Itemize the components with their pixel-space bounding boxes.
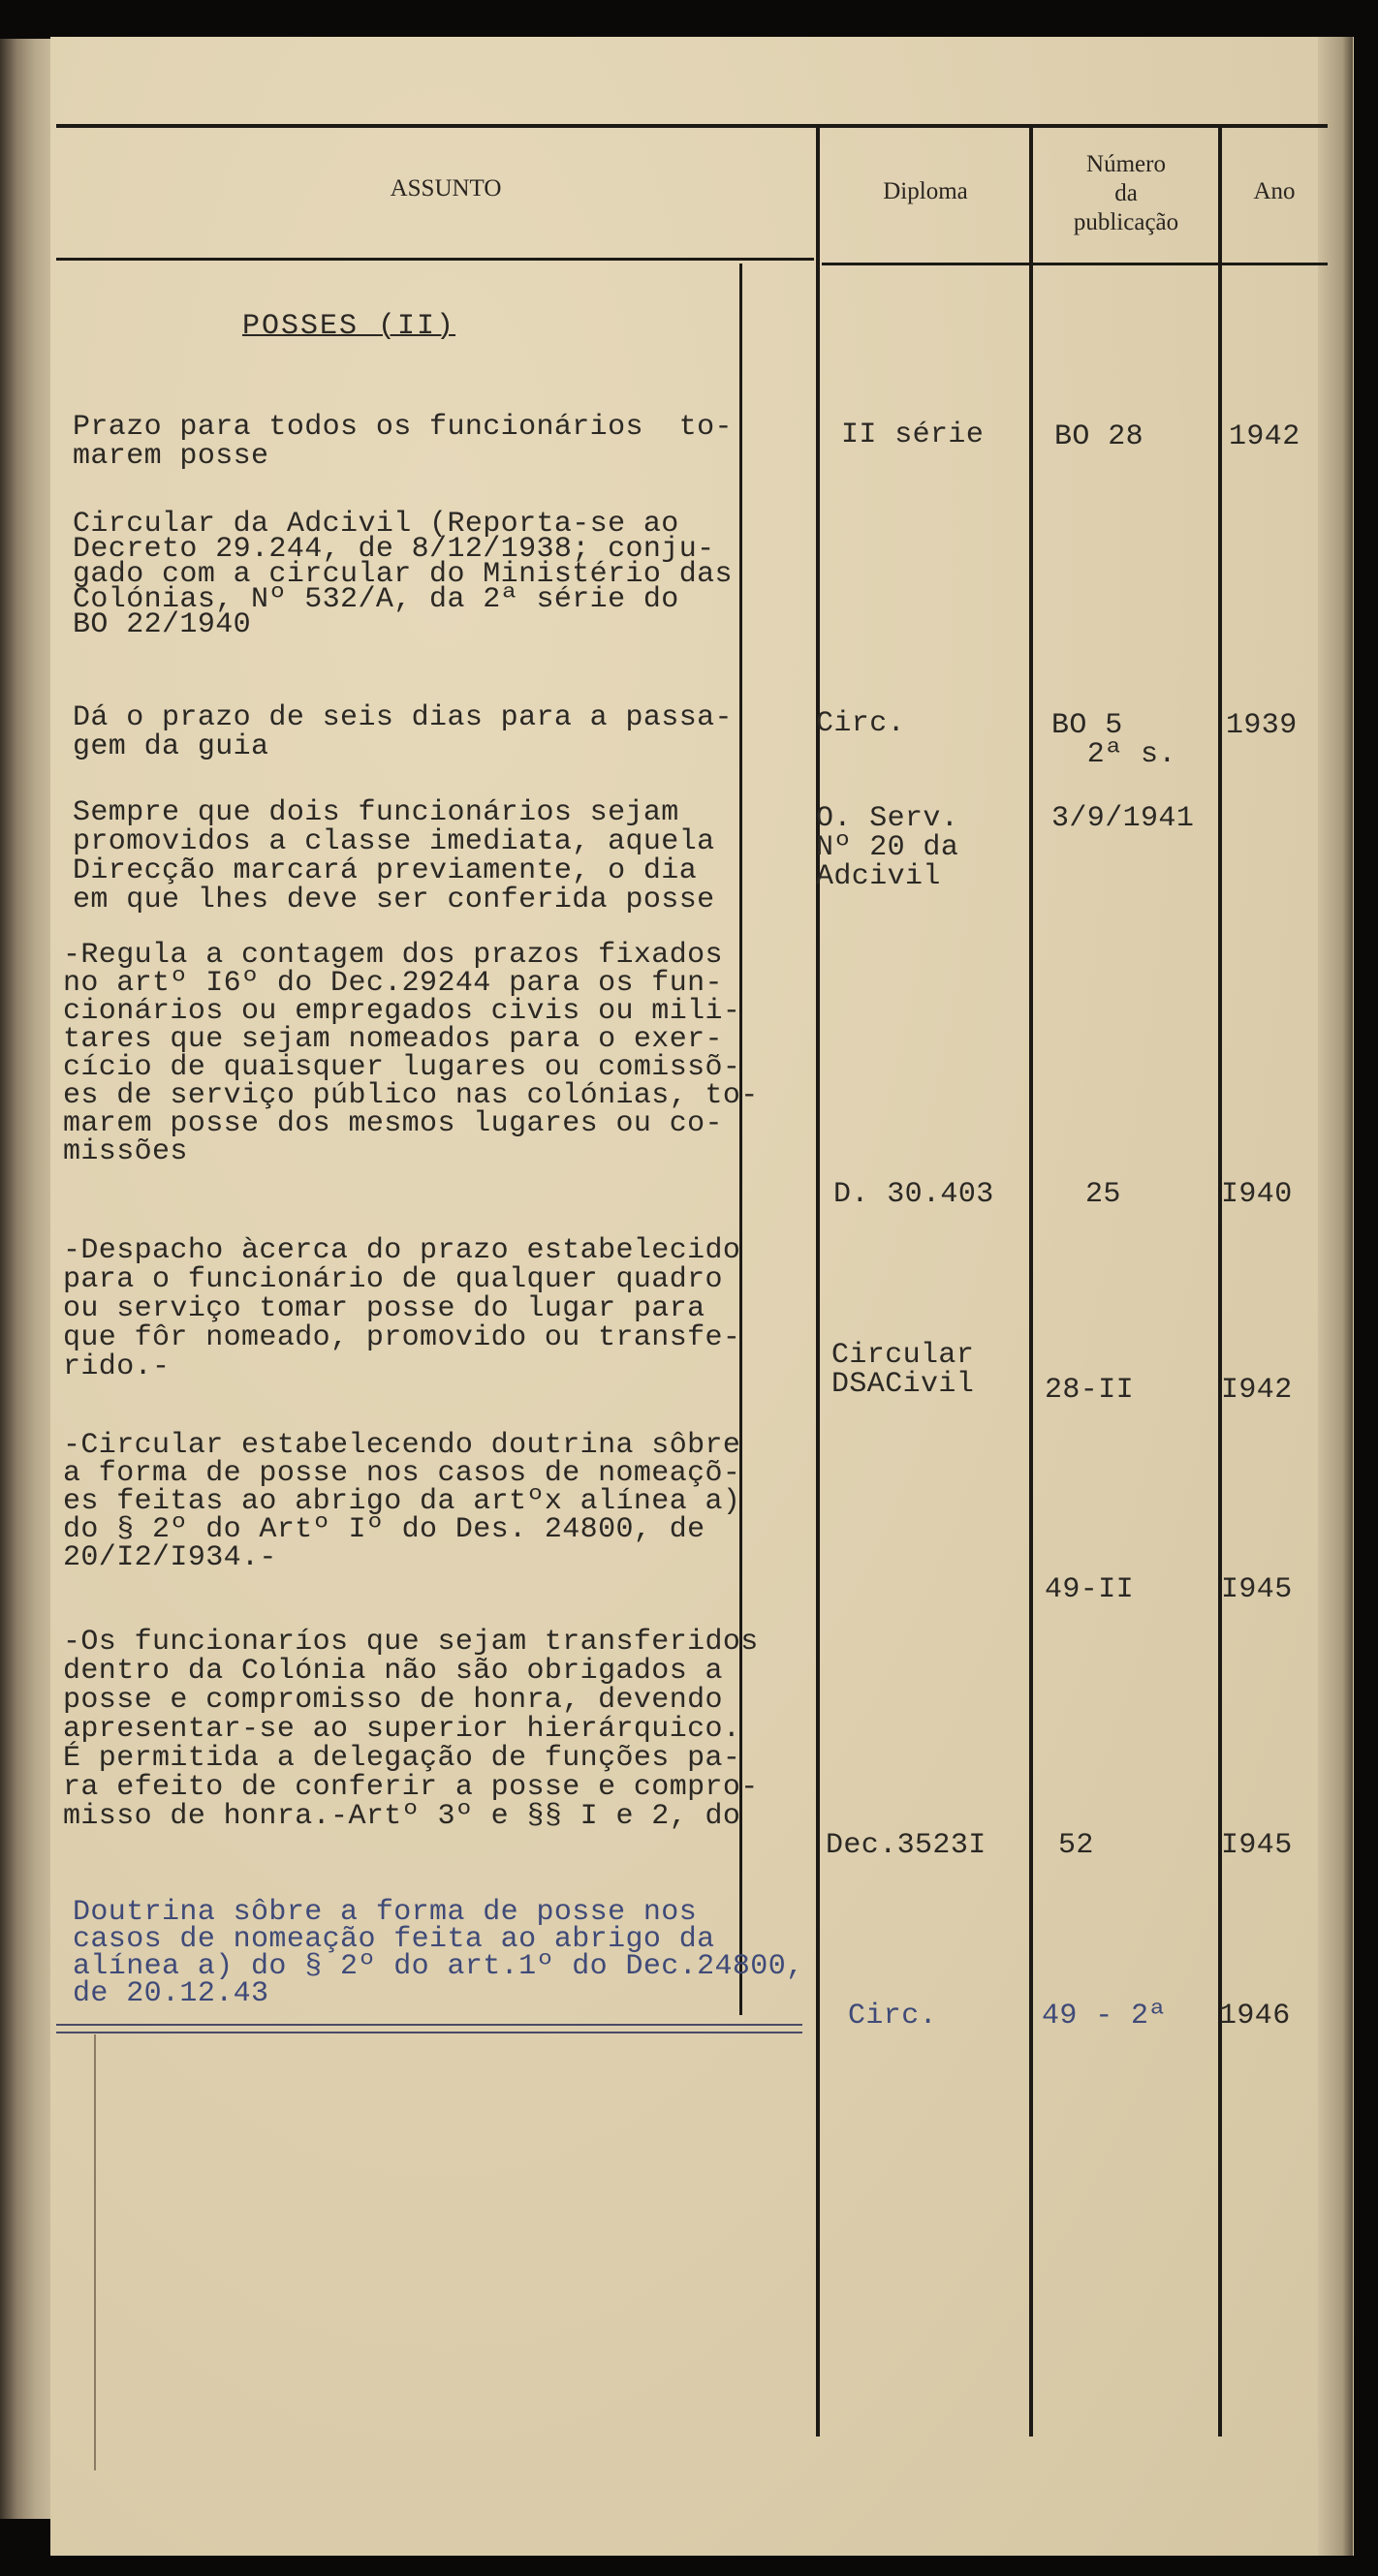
- entry-assunto: Prazo para todos os funcionários to- marem posse: [73, 411, 733, 473]
- entry-numero: 52: [1058, 1829, 1094, 1862]
- entry-ano: 1942: [1229, 420, 1300, 453]
- entry-numero: BO 28: [1054, 420, 1144, 453]
- entry-assunto: Sempre que dois funcionários sejam promovidos a classe imediata, aquela Direcção marcará previamente, o dia em que lhes deve ser conferida posse: [73, 796, 715, 916]
- entry-assunto: -Circular estabelecendo doutrina sôbre a forma de posse nos casos de nomeaçõ- es feitas ao abrigo da artºx alínea a) do § 2º do Artº Iº do Des. 24800, de 20/I2/I934.-: [63, 1429, 741, 1574]
- assunto-header-underline: [56, 258, 814, 261]
- entry-ano: I945: [1221, 1829, 1293, 1862]
- section-end-rule: [56, 2024, 802, 2026]
- header-numero-publicacao: Número da publicação: [1073, 151, 1179, 235]
- header-ano: Ano: [1253, 178, 1296, 204]
- entry-assunto: -Despacho àcerca do prazo estabelecido para o funcionário de qualquer quadro ou serviço tomar posse do lugar para que fôr nomeado, promovido ou transfe- rido.-: [63, 1234, 741, 1383]
- book-binding: [0, 39, 52, 2519]
- section-end-rule-2: [56, 2032, 802, 2033]
- entry-ano: 1939: [1226, 709, 1298, 742]
- entry-diploma: Circular DSACivil: [831, 1339, 975, 1401]
- lower-margin-line: [94, 2034, 96, 2470]
- entry-ano: I945: [1221, 1573, 1293, 1606]
- entry-numero: 49 - 2ª: [1042, 2000, 1167, 2033]
- entry-diploma: II série: [841, 419, 985, 451]
- header-diploma: Diploma: [883, 178, 968, 204]
- column-divider-numero: [1029, 126, 1033, 2436]
- entry-assunto: -Os funcionaríos que sejam transferidos dentro da Colónia não são obrigados a posse e compromisso de honra, devendo apresentar-se ao superior hierárquico. É permitida a delegação de funções pa- ra efeito de conferir a posse e compro- misso de honra.-Artº 3º e §§ I e 2, do: [63, 1626, 759, 1833]
- entry-diploma: Circ.: [848, 2000, 938, 2033]
- entry-assunto: -Regula a contagem dos prazos fixados no artº I6º do Dec.29244 para os fun- cionários ou empregados civis ou mili- tares que sejam nomeados para o exer- cício de quaisquer lugares ou comissõ- es de serviço público nas colónias, to- marem posse dos mesmos lugares ou co- missões: [63, 939, 759, 1168]
- entry-assunto: Circular da Adcivil (Reporta-se ao Decreto 29.244, de 8/12/1938; conju- gado com a circular do Ministério das Colónias, Nº 532/A, da 2ª série do BO 22/1940: [73, 508, 733, 641]
- header-assunto: ASSUNTO: [390, 175, 502, 202]
- entry-diploma: D. 30.403: [833, 1178, 994, 1211]
- table-top-rule: [56, 124, 1328, 128]
- entry-numero: 49-II: [1045, 1573, 1135, 1606]
- page-edge: [1318, 37, 1353, 2556]
- entry-numero: BO 5 2ª s.: [1051, 709, 1176, 771]
- entry-numero: 28-II: [1045, 1374, 1135, 1407]
- entry-ano: 1946: [1219, 2000, 1291, 2033]
- entry-diploma: O. Serv. Nº 20 da Adcivil: [816, 802, 959, 893]
- entry-assunto: Doutrina sôbre a forma de posse nos casos de nomeação feita ao abrigo da alínea a) do § 2º do art.1º do Dec.24800, de 20.12.43: [73, 1896, 804, 2010]
- entry-ano: I942: [1221, 1374, 1293, 1407]
- entry-ano: I940: [1221, 1178, 1293, 1211]
- entry-diploma: Dec.3523I: [826, 1829, 987, 1862]
- section-title: POSSES (II): [242, 310, 456, 343]
- entry-numero: 3/9/1941: [1051, 802, 1195, 835]
- entry-assunto: Dá o prazo de seis dias para a passa- gem da guia: [73, 701, 733, 763]
- entry-numero: 25: [1085, 1178, 1121, 1211]
- diploma-header-underline: [822, 263, 1328, 265]
- column-divider-ano: [1218, 126, 1222, 2436]
- column-divider-diploma: [816, 126, 820, 2436]
- entry-diploma: Circ.: [816, 707, 906, 740]
